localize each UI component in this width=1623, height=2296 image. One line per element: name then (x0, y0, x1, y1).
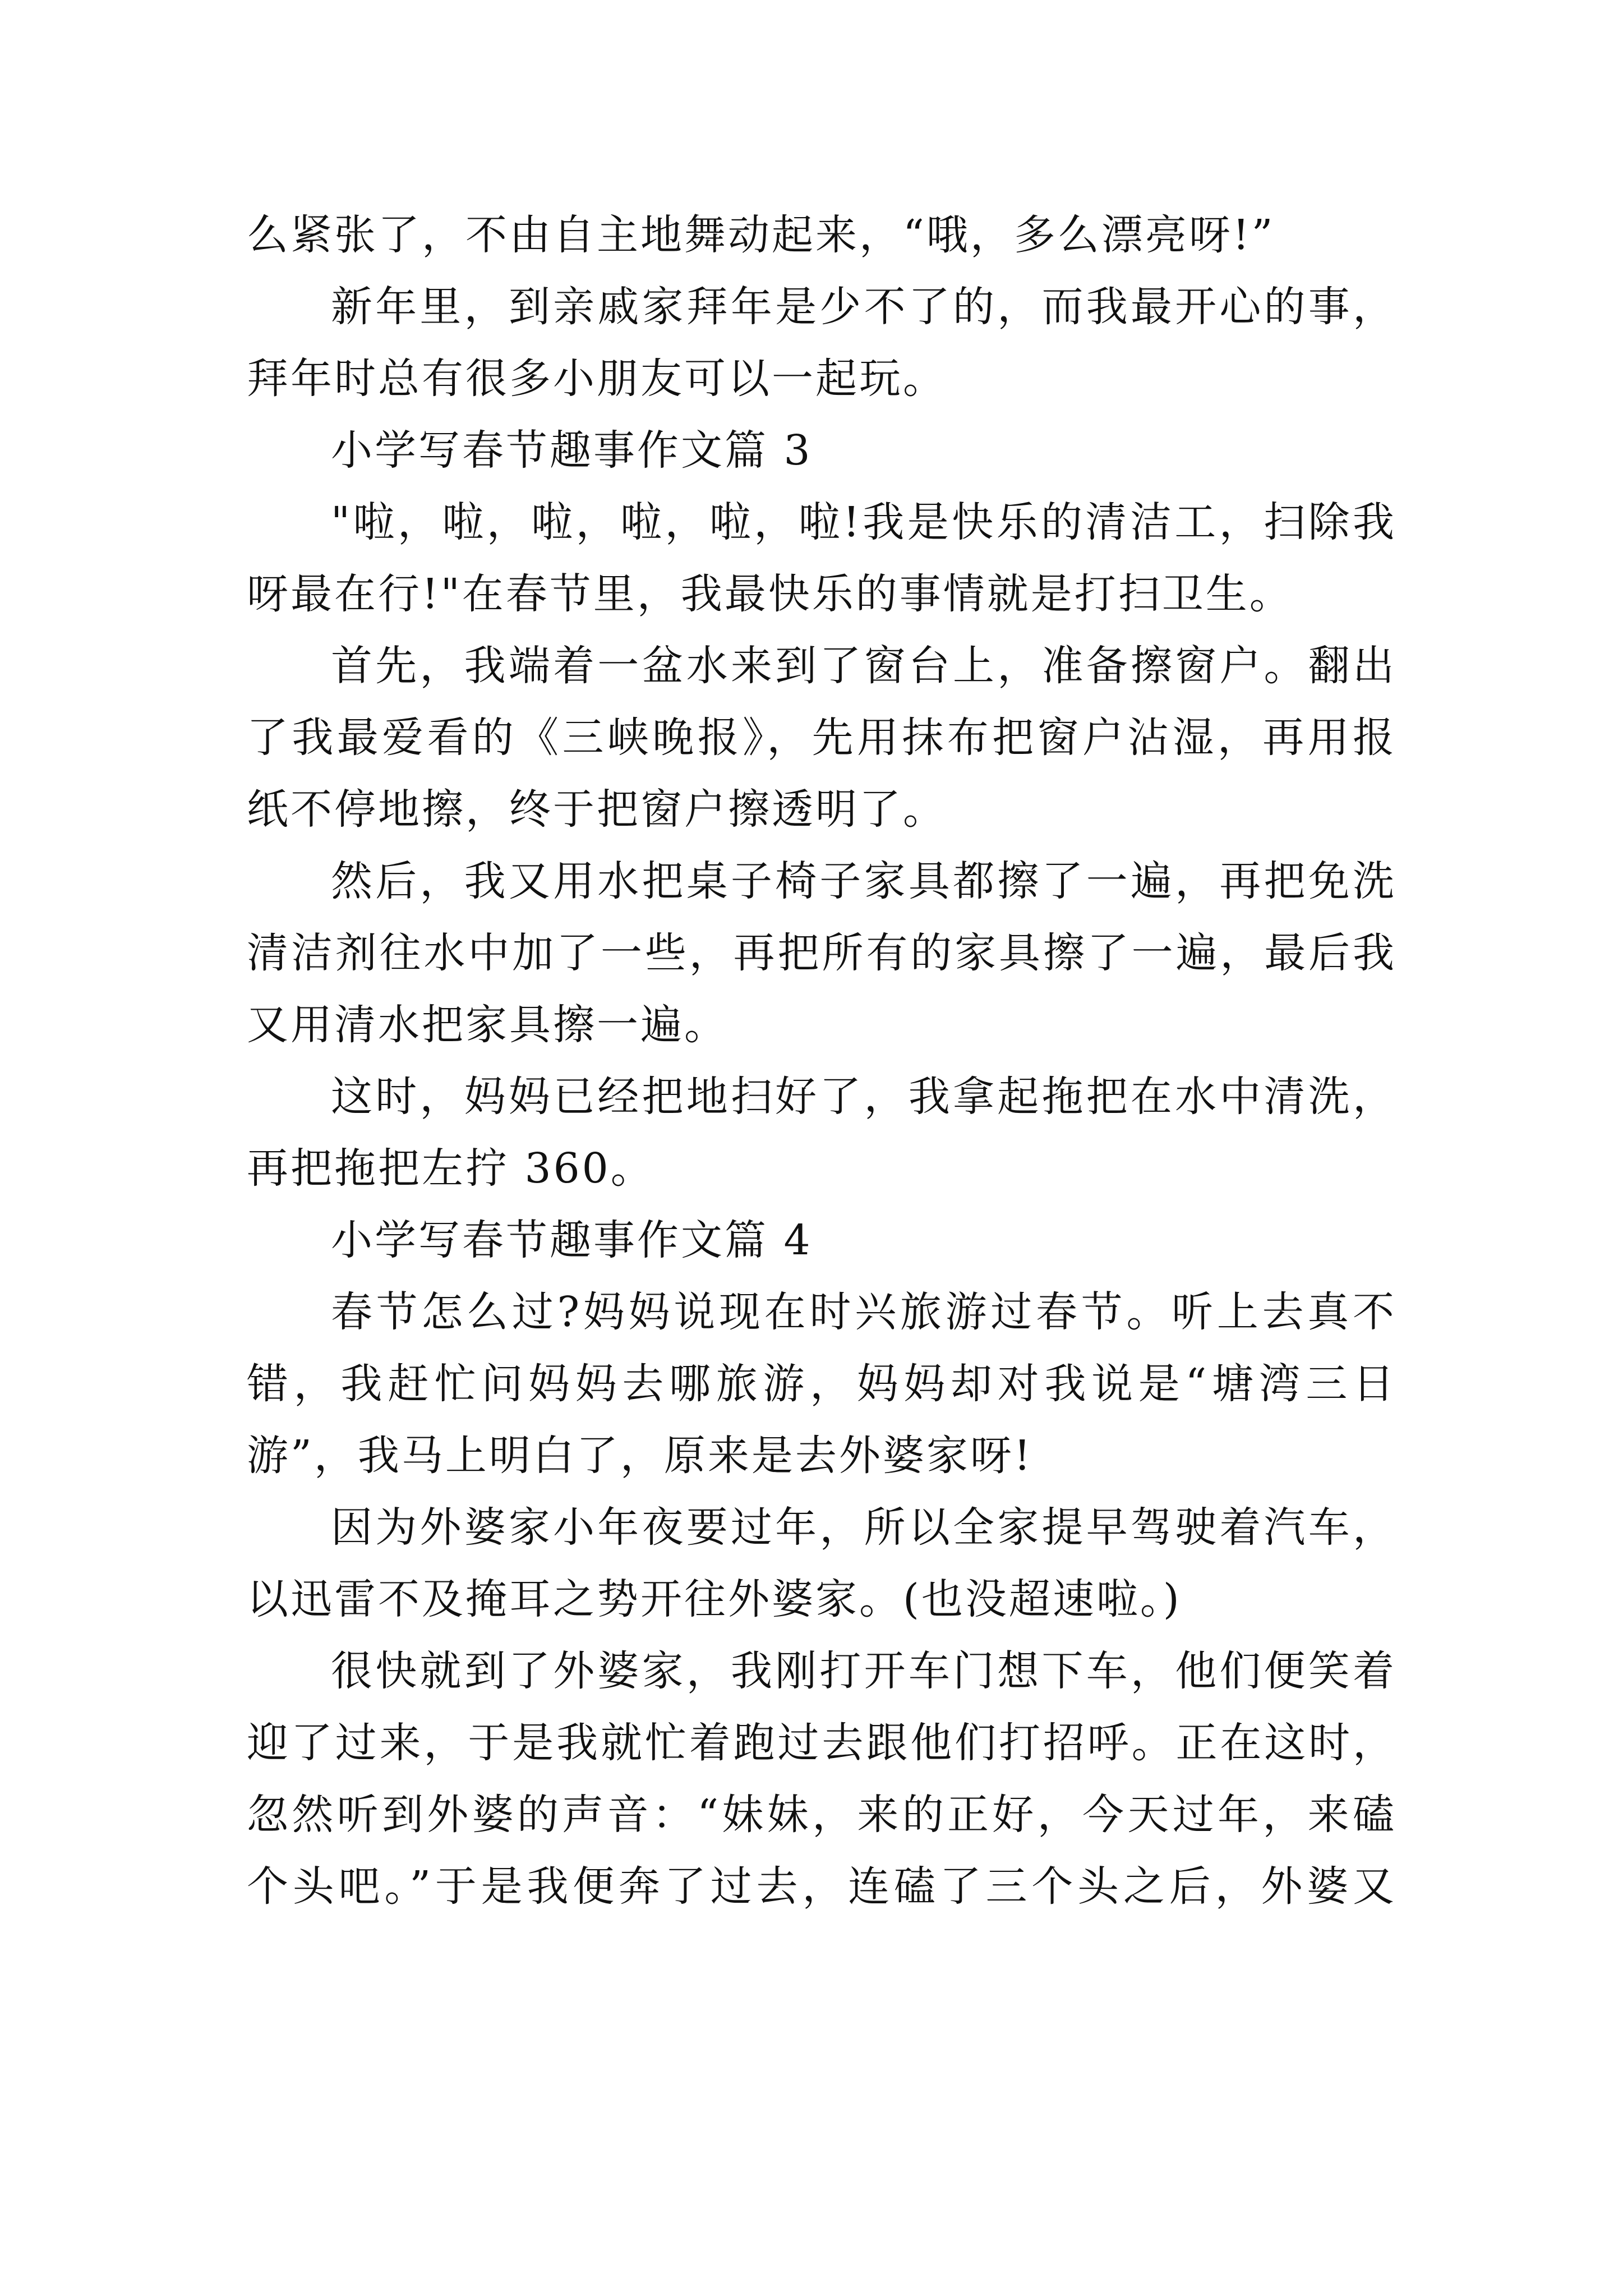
text-line: 么紧张了，不由自主地舞动起来，“哦，多么漂亮呀!” (247, 211, 1275, 259)
text-line: 拜年时总有很多小朋友可以一起玩。 (247, 355, 947, 403)
text-line: 个头吧。”于是我便奔了过去，连磕了三个头之后，外婆又 (247, 1862, 1396, 1911)
paragraph-first-line: 新年里，到亲戚家拜年是少不了的，而我最开心的事， (331, 283, 1396, 331)
article-body (247, 199, 1396, 1922)
text-line: 又用清水把家具擦一遍。 (247, 1001, 728, 1049)
paragraph-first-line: 春节怎么过?妈妈说现在时兴旅游过春节。听上去真不 (331, 1288, 1396, 1336)
text-line: 纸不停地擦，终于把窗户擦透明了。 (247, 785, 947, 834)
text-line: 错，我赶忙问妈妈去哪旅游，妈妈却对我说是“塘湾三日 (247, 1360, 1396, 1408)
text-line: 再把拖把左拧 360。 (247, 1144, 654, 1193)
text-line: 迎了过来，于是我就忙着跑过去跟他们打招呼。正在这时， (247, 1719, 1396, 1767)
paragraph-first-line: 很快就到了外婆家，我刚打开车门想下车，他们便笑着 (331, 1647, 1396, 1695)
text-line: 以迅雷不及掩耳之势开往外婆家。(也没超速啦。) (247, 1575, 1182, 1623)
text-line: 了我最爱看的《三峡晚报》，先用抹布把窗户沾湿，再用报 (247, 714, 1396, 762)
section-heading-3: 小学写春节趣事作文篇 3 (331, 426, 813, 475)
section-heading-4: 小学写春节趣事作文篇 4 (331, 1216, 813, 1264)
paragraph-first-line: 这时，妈妈已经把地扫好了，我拿起拖把在水中清洗， (331, 1073, 1396, 1121)
text-line: 呀最在行!"在春节里，我最快乐的事情就是打扫卫生。 (247, 570, 1293, 618)
paragraph-first-line: "啦，啦，啦，啦，啦，啦!我是快乐的清洁工，扫除我 (331, 498, 1396, 546)
text-line: 清洁剂往水中加了一些，再把所有的家具擦了一遍，最后我 (247, 929, 1396, 977)
text-line: 游”，我马上明白了，原来是去外婆家呀! (247, 1432, 1033, 1480)
paragraph-first-line: 首先，我端着一盆水来到了窗台上，准备擦窗户。翻出 (331, 642, 1396, 690)
paragraph-first-line: 然后，我又用水把桌子椅子家具都擦了一遍，再把免洗 (331, 857, 1396, 905)
paragraph-first-line: 因为外婆家小年夜要过年，所以全家提早驾驶着汽车， (331, 1503, 1396, 1552)
text-line: 忽然听到外婆的声音：“妹妹，来的正好，今天过年，来磕 (247, 1791, 1396, 1839)
